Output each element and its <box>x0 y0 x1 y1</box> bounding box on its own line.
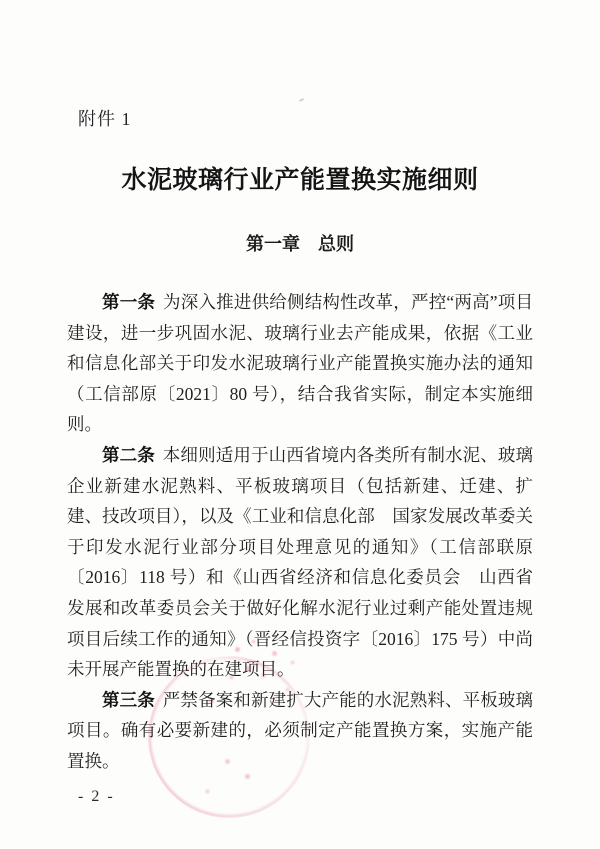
clause-paragraph <box>67 440 533 685</box>
document-body <box>67 287 533 777</box>
clause-paragraph <box>67 287 533 440</box>
clause-number: 第二条 <box>102 444 155 465</box>
seal-ink-speckles <box>0 0 3 3</box>
clause-number: 第一条 <box>102 292 156 312</box>
clause-text: 本细则适用于山西省境内各类所有制水泥、玻璃企业新建水泥熟料、平板玻璃项目（包括新建、迁建、扩建、技改项目），以及《工业和信息化部 国家发展改革委关于印发水泥行业部分项目处理意见的通知》（工信部联原〔2016〕118 号）和《山西省经济和信息化委员会 山西省发展和改革委员会关于做好化解水泥行业过剩产能处置违规项目后续工作的通知》（晋经信投资字〔2016〕175 号）中尚未开展产能置换的在建项目。 <box>67 444 534 680</box>
clause-text: 严禁备案和新建扩大产能的水泥熟料、平板玻璃项目。确有必要新建的，必须制定产能置换方案，实施产能置换。 <box>67 689 534 771</box>
document-title: 水泥玻璃行业产能置换实施细则 <box>121 167 479 194</box>
clause-paragraph <box>67 685 533 777</box>
scan-artifact <box>299 98 304 102</box>
attachment-label: 附件 1 <box>78 109 132 129</box>
clause-text: 为深入推进供给侧结构性改革，严控“两高”项目建设，进一步巩固水泥、玻璃行业去产能成果，依据《工业和信息化部关于印发水泥玻璃行业产能置换实施办法的通知（工信部原〔2021〕80 号），结合我省实际，制定本实施细则。 <box>67 292 533 435</box>
clause-number: 第三条 <box>102 689 155 710</box>
page-number: - 2 - <box>78 788 115 805</box>
chapter-heading: 第一章 总则 <box>246 234 354 254</box>
